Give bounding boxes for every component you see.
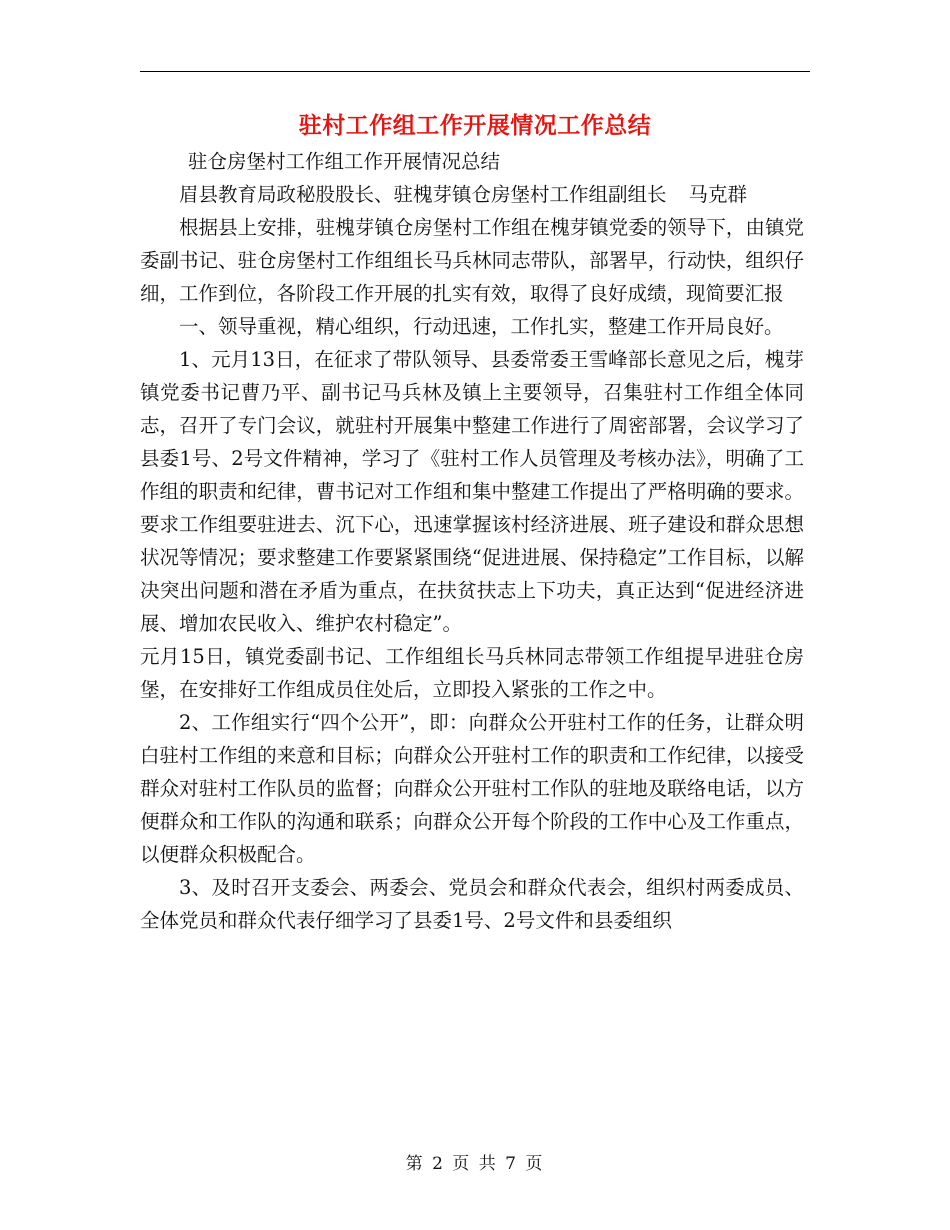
document-body (140, 145, 804, 937)
page-number: 第 2 页 共 7 页 (405, 1154, 545, 1174)
paragraph-intro: 根据县上安排，驻槐芽镇仓房堡村工作组在槐芽镇党委的领导下，由镇党委副书记、驻仓房堡村工作组组长马兵林同志带队，部署早，行动快，组织仔细，工作到位，各阶段工作开展的扎实有效，取得了良好成绩，现简要汇报 (140, 216, 804, 305)
document-title: 驻村工作组工作开展情况工作总结 (298, 112, 652, 139)
paragraph-item-1: 1、元月13日，在征求了带队领导、县委常委王雪峰部长意见之后，槐芽镇党委书记曹乃平、副书记马兵林及镇上主要领导，召集驻村工作组全体同志，召开了专门会议，就驻村开展集中整建工作进行了周密部署，会议学习了县委1号、2号文件精神，学习了《驻村工作人员管理及考核办法》，明确了工作组的职责和纪律，曹书记对工作组和集中整建工作提出了严格明确的要求。要求工作组要驻进去、沉下心，迅速掌握该村经济进展、班子建设和群众思想状况等情况；要求整建工作要紧紧围绕“促进进展、保持稳定”工作目标，以解决突出问题和潜在矛盾为重点，在扶贫扶志上下功夫，真正达到“促进经济进展、增加农民收入、维护农村稳定”。 (140, 348, 804, 635)
paragraph-item-2: 2、工作组实行“四个公开”，即：向群众公开驻村工作的任务，让群众明白驻村工作组的来意和目标；向群众公开驻村工作的职责和工作纪律，以接受群众对驻村工作队员的监督；向群众公开驻村工作队的驻地及联络电话，以方便群众和工作队的沟通和联系；向群众公开每个阶段的工作中心及工作重点，以便群众积极配合。 (140, 711, 804, 866)
paragraph-item-3: 3、及时召开支委会、两委会、党员会和群众代表会，组织村两委成员、全体党员和群众代表仔细学习了县委1号、2号文件和县委组织 (140, 876, 804, 932)
document-subtitle: 驻仓房堡村工作组工作开展情况总结 (188, 150, 501, 173)
paragraph-jan15: 元月15日，镇党委副书记、工作组组长马兵林同志带领工作组提早进驻仓房堡，在安排好工作组成员住处后，立即投入紧张的工作之中。 (140, 645, 804, 701)
header-rule (140, 71, 810, 72)
section-heading-1: 一、领导重视，精心组织，行动迅速，工作扎实，整建工作开局良好。 (179, 315, 784, 338)
author-position: 眉县教育局政秘股股长、驻槐芽镇仓房堡村工作组副组长 (179, 183, 667, 206)
author-name: 马克群 (688, 183, 748, 206)
author-line (140, 178, 804, 211)
